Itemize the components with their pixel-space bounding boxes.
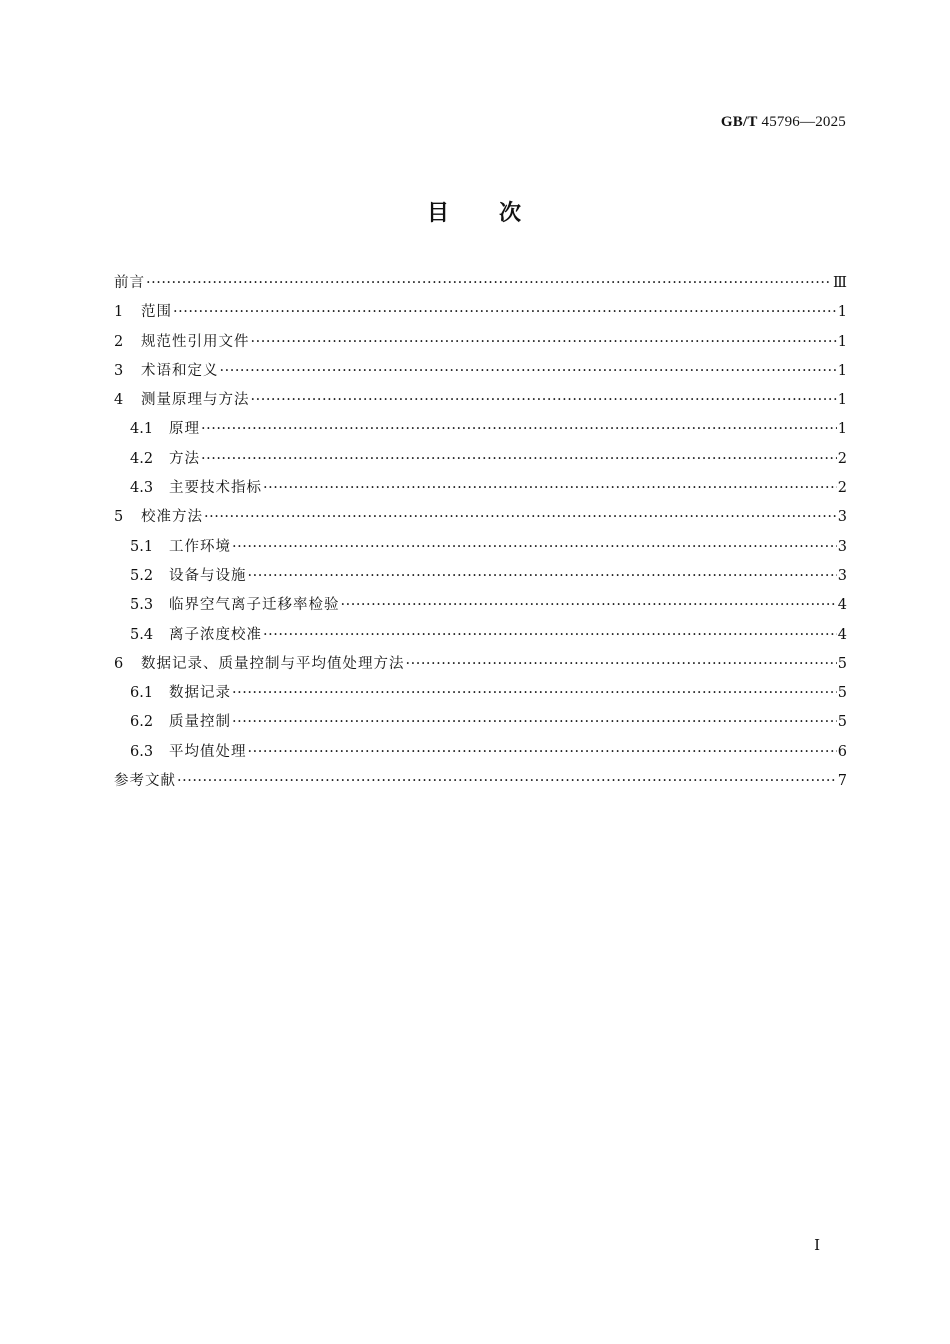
toc-entry-page: 3 xyxy=(837,538,847,555)
toc-entry-page: 1 xyxy=(837,304,847,321)
standard-number xyxy=(721,114,846,131)
toc-entry-page: 5 xyxy=(837,685,847,702)
toc-entry-page: 2 xyxy=(837,480,847,497)
dot-leader xyxy=(204,503,837,532)
toc-entry-4[interactable] xyxy=(114,386,847,415)
toc-entry-title: 方法 xyxy=(169,450,200,467)
toc-entry-page: 4 xyxy=(837,597,847,614)
toc-title-part1: 目 xyxy=(426,201,451,226)
toc-entry-page: 6 xyxy=(837,743,847,760)
toc-entry-title: 数据记录、质量控制与平均值处理方法 xyxy=(141,655,405,672)
toc-entry-number: 6.2 xyxy=(130,714,154,731)
toc-entry-page: 1 xyxy=(837,333,847,350)
toc-entry-number: 3 xyxy=(114,362,124,379)
dot-leader xyxy=(248,738,837,767)
dot-leader xyxy=(177,767,837,796)
toc-entry-page: 5 xyxy=(837,714,847,731)
toc-entry-title: 主要技术指标 xyxy=(169,480,262,497)
toc-entry-5-3[interactable] xyxy=(114,591,847,620)
standard-prefix: GB/T xyxy=(720,114,758,130)
toc-entry-6[interactable] xyxy=(114,650,847,679)
dot-leader xyxy=(232,533,837,562)
toc-entry-number: 4 xyxy=(114,392,124,409)
toc-entry-number: 1 xyxy=(114,304,124,321)
toc-entry-5-2[interactable] xyxy=(114,562,847,591)
dot-leader xyxy=(263,474,837,503)
toc-entry-number: 4.2 xyxy=(130,450,154,467)
toc-entry-4-2[interactable] xyxy=(114,445,847,474)
toc-entry-title: 参考文献 xyxy=(114,773,176,790)
toc-entry-6-2[interactable] xyxy=(114,708,847,737)
toc-entry-title: 设备与设施 xyxy=(169,567,247,584)
toc-entry-number: 5.4 xyxy=(130,626,154,643)
page-number: Ⅰ xyxy=(814,1238,820,1254)
toc-entry-page: 1 xyxy=(837,421,847,438)
toc-entry-3[interactable] xyxy=(114,357,847,386)
toc-entry-number: 6.3 xyxy=(130,743,154,760)
toc-entry-title: 规范性引用文件 xyxy=(141,333,250,350)
toc-entry-4-1[interactable] xyxy=(114,415,847,444)
toc-list xyxy=(114,269,847,796)
dot-leader xyxy=(248,562,837,591)
dot-leader xyxy=(232,708,837,737)
toc-title xyxy=(0,196,950,227)
toc-entry-page: 5 xyxy=(837,655,847,672)
toc-entry-title: 临界空气离子迁移率检验 xyxy=(169,597,340,614)
standard-code: 45796—2025 xyxy=(757,114,846,130)
dot-leader xyxy=(173,298,837,327)
toc-entry-page: 3 xyxy=(837,567,847,584)
toc-entry-page: 4 xyxy=(837,626,847,643)
toc-entry-number: 6 xyxy=(114,655,124,672)
toc-entry-title: 术语和定义 xyxy=(141,362,219,379)
toc-entry-number: 2 xyxy=(114,333,124,350)
toc-entry-6-1[interactable] xyxy=(114,679,847,708)
dot-leader xyxy=(251,386,837,415)
toc-entry-bibliography[interactable] xyxy=(114,767,847,796)
toc-entry-page: 7 xyxy=(837,773,847,790)
dot-leader xyxy=(232,679,837,708)
toc-entry-number: 5.1 xyxy=(130,538,154,555)
toc-entry-page: 1 xyxy=(837,392,847,409)
toc-entry-title: 质量控制 xyxy=(169,714,231,731)
toc-entry-title: 校准方法 xyxy=(141,509,203,526)
toc-entry-6-3[interactable] xyxy=(114,738,847,767)
toc-entry-4-3[interactable] xyxy=(114,474,847,503)
toc-entry-page: 2 xyxy=(837,450,847,467)
toc-entry-page: 3 xyxy=(837,509,847,526)
toc-entry-number: 4.1 xyxy=(130,421,154,438)
dot-leader xyxy=(251,328,837,357)
toc-entry-number: 6.1 xyxy=(130,685,154,702)
toc-entry-title: 测量原理与方法 xyxy=(141,392,250,409)
dot-leader xyxy=(201,415,837,444)
toc-title-part2: 次 xyxy=(499,201,524,226)
dot-leader xyxy=(220,357,837,386)
dot-leader xyxy=(201,445,837,474)
dot-leader xyxy=(263,621,837,650)
toc-entry-2[interactable] xyxy=(114,328,847,357)
toc-entry-title: 前言 xyxy=(114,275,145,291)
toc-entry-number: 5 xyxy=(114,509,124,526)
toc-entry-title: 数据记录 xyxy=(169,685,231,702)
toc-entry-title: 离子浓度校准 xyxy=(169,626,262,643)
toc-entry-foreword[interactable] xyxy=(114,269,847,298)
toc-entry-1[interactable] xyxy=(114,298,847,327)
toc-entry-page: Ⅲ xyxy=(833,275,847,291)
toc-entry-5-4[interactable] xyxy=(114,621,847,650)
toc-entry-title: 范围 xyxy=(141,304,172,321)
toc-entry-title: 原理 xyxy=(169,421,200,438)
toc-entry-title: 平均值处理 xyxy=(169,743,247,760)
toc-entry-number: 4.3 xyxy=(130,480,154,497)
toc-entry-title: 工作环境 xyxy=(169,538,231,555)
toc-entry-number: 5.3 xyxy=(130,597,154,614)
toc-entry-number: 5.2 xyxy=(130,567,154,584)
dot-leader xyxy=(146,269,832,298)
dot-leader xyxy=(406,650,837,679)
toc-entry-5[interactable] xyxy=(114,503,847,532)
dot-leader xyxy=(341,591,837,620)
toc-entry-page: 1 xyxy=(837,362,847,379)
toc-entry-5-1[interactable] xyxy=(114,533,847,562)
